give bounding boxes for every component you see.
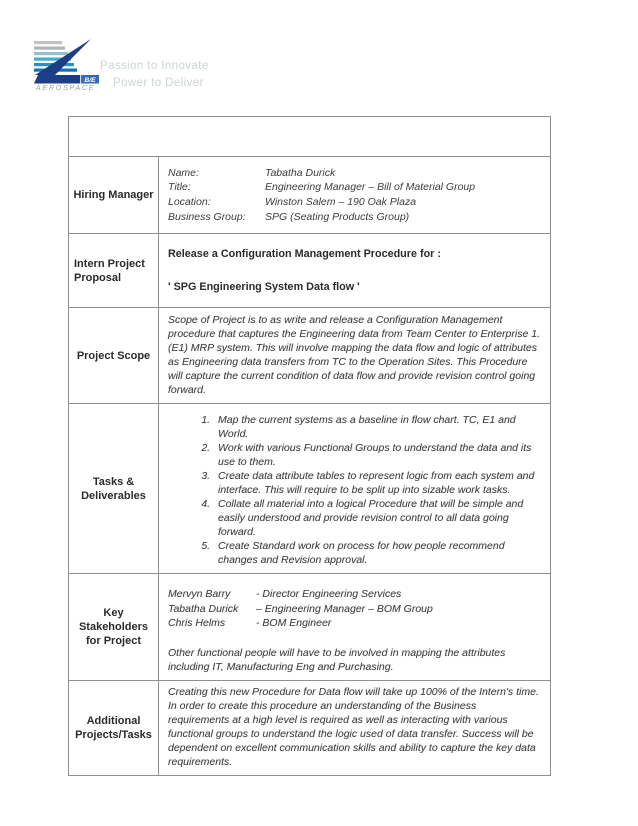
proposal-heading: Release a Configuration Management Procedure for :	[168, 248, 441, 260]
table-row-project-scope	[69, 307, 550, 403]
task-item: 5. Create Standard work on process for how people recommend changes and Revision approval.	[213, 539, 540, 567]
be-aerospace-logo-icon	[33, 39, 99, 84]
stakeholder-title: – Engineering Manager – BOM Group	[256, 602, 433, 615]
row-label-hiring-manager: Hiring Manager	[69, 157, 159, 233]
table-row-tasks-deliverables	[69, 403, 550, 573]
stakeholder-line	[168, 616, 540, 631]
field-name	[168, 166, 540, 181]
table-row-additional-projects	[69, 680, 550, 775]
field-business-group	[168, 210, 540, 225]
stakeholder-line	[168, 602, 540, 617]
field-location	[168, 195, 540, 210]
row-label-tasks-deliverables: Tasks & Deliverables	[69, 404, 159, 573]
brand-tagline	[100, 58, 209, 92]
field-business-group-value: SPG (Seating Products Group)	[265, 210, 410, 223]
row-label-key-stakeholders: Key Stakeholders for Project	[69, 574, 159, 680]
stakeholder-name: Chris Helms	[168, 617, 226, 630]
field-name-label: Name:	[168, 166, 199, 179]
table-row-hiring-manager	[69, 156, 550, 233]
logo-aerospace-text: AEROSPACE	[36, 85, 96, 92]
field-title-label: Title:	[168, 181, 191, 194]
tasks-content	[159, 404, 550, 573]
field-name-value: Tabatha Durick	[265, 166, 336, 179]
tagline-line1: Passion to Innovate	[100, 60, 209, 72]
tagline-line2: Power to Deliver	[113, 77, 204, 89]
row-label-project-scope: Project Scope	[69, 308, 159, 403]
stakeholder-name: Tabatha Durick	[168, 602, 239, 615]
svg-text:B/E: B/E	[84, 77, 96, 84]
additional-projects-text: Creating this new Procedure for Data flow will take up 100% of the Intern's time. In order to create this procedure an understanding of the Business requirements at a high level is required as well as interacting with various functional groups to understand the logic used of data transfer. Success will be dependent on excellent communication skills and ability to capture the key data requirements.	[168, 685, 539, 768]
tasks-list	[168, 413, 540, 567]
task-item: 3. Create data attribute tables to represent logic from each system and interface. This will require to be split up into sizable work tasks.	[213, 469, 540, 497]
task-item: 2. Work with various Functional Groups to understand the data and its use to them.	[213, 441, 540, 469]
stakeholders-note: Other functional people will have to be involved in mapping the attributes including IT, Manufacturing Eng and Purchasing.	[168, 646, 506, 673]
proposal-title: ' SPG Engineering System Data flow '	[168, 281, 360, 293]
table-row-intern-proposal	[69, 233, 550, 307]
field-title-value: Engineering Manager – Bill of Material Group	[265, 181, 476, 194]
be-aerospace-logo	[33, 39, 99, 92]
proposal-table	[68, 116, 551, 776]
stakeholder-title: - BOM Engineer	[256, 617, 332, 630]
row-label-intern-proposal: Intern Project Proposal	[69, 234, 159, 307]
field-business-group-label: Business Group:	[168, 210, 246, 223]
table-row-key-stakeholders	[69, 573, 550, 680]
stakeholders-content	[159, 574, 550, 680]
task-item: 1. Map the current systems as a baseline in flow chart. TC, E1 and World.	[213, 413, 540, 441]
intern-proposal-content	[159, 234, 550, 307]
row-label-additional-projects: Additional Projects/Tasks	[69, 681, 159, 775]
field-title	[168, 180, 540, 195]
field-location-value: Winston Salem – 190 Oak Plaza	[265, 196, 417, 208]
table-header-row	[69, 117, 550, 156]
task-item: 4. Collate all material into a logical Procedure that will be simple and easily understood and provide revision control to all data going forward.	[213, 497, 540, 539]
hiring-manager-content	[159, 157, 550, 233]
stakeholder-line	[168, 587, 540, 602]
stakeholder-title: - Director Engineering Services	[256, 588, 402, 600]
project-scope-text: Scope of Project is to as write and release a Configuration Management procedure that captures the Engineering data from Team Center to Enterprise 1. (E1) MRP system. This will involve mapping the data flow and logic of attributes as Engineering data transfers from TC to the Operation Sites. This Procedure will capture the current condition of data flow and provide revision control going forward.	[168, 314, 540, 396]
field-location-label: Location:	[168, 196, 211, 208]
stakeholder-name: Mervyn Barry	[168, 588, 231, 600]
